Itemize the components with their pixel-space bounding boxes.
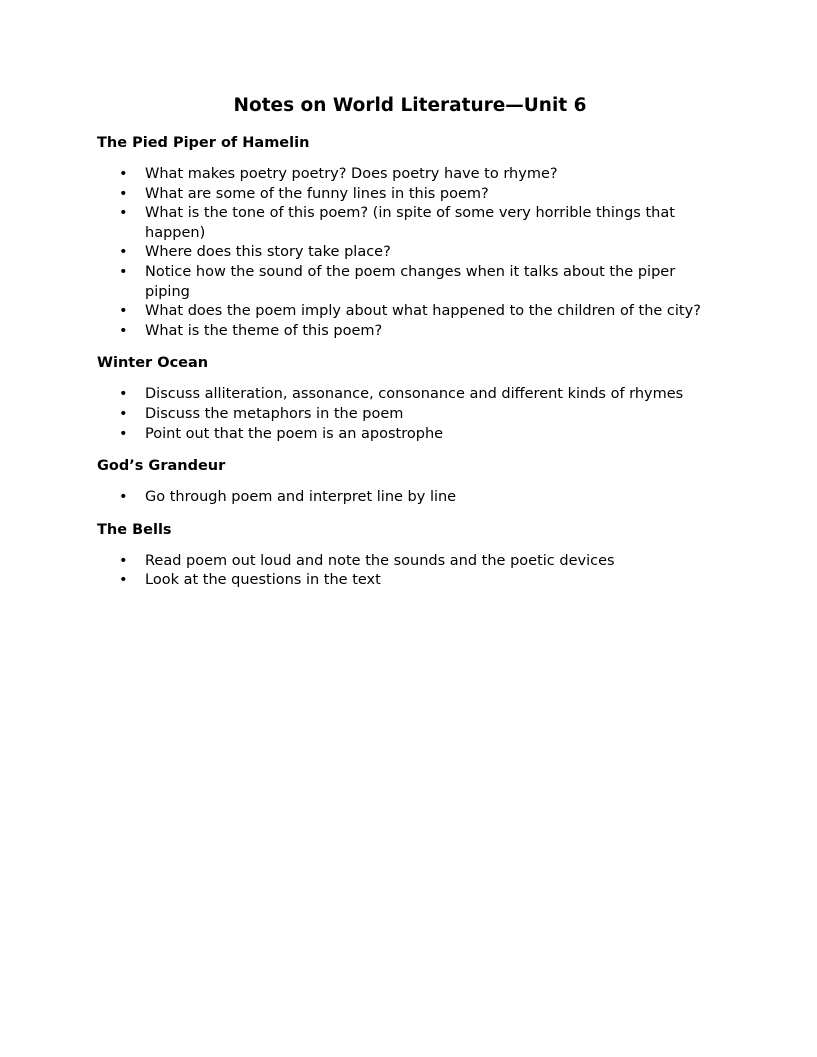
bullet-icon: • bbox=[119, 386, 128, 403]
list-item-text: What is the tone of this poem? (in spite of some very horrible things that happen) bbox=[145, 205, 675, 241]
bullet-icon: • bbox=[119, 572, 128, 589]
section-heading-pied-piper: The Pied Piper of Hamelin bbox=[97, 135, 310, 151]
bullet-list-the-bells bbox=[97, 552, 721, 591]
list-item bbox=[97, 204, 721, 243]
list-item bbox=[97, 165, 721, 185]
list-item-text: What is the theme of this poem? bbox=[145, 322, 383, 339]
list-item-text: What are some of the funny lines in this poem? bbox=[145, 185, 489, 202]
list-item bbox=[97, 425, 721, 445]
list-item-text: Look at the questions in the text bbox=[145, 572, 381, 589]
section-heading-the-bells: The Bells bbox=[97, 521, 172, 538]
list-item bbox=[97, 385, 721, 405]
section-heading-winter-ocean: Winter Ocean bbox=[97, 355, 209, 372]
bullet-list-gods-grandeur bbox=[97, 488, 721, 508]
section-heading-gods-grandeur: God’s Grandeur bbox=[97, 458, 226, 475]
bullet-icon: • bbox=[119, 425, 128, 442]
bullet-list-pied-piper bbox=[97, 165, 721, 341]
list-item-text: Read poem out loud and note the sounds and the poetic devices bbox=[145, 552, 615, 569]
bullet-icon: • bbox=[119, 244, 128, 261]
document-title: Notes on World Literature—Unit 6 bbox=[233, 95, 587, 116]
document-page bbox=[97, 94, 721, 603]
bullet-icon: • bbox=[119, 322, 128, 339]
bullet-icon: • bbox=[119, 405, 128, 422]
list-item bbox=[97, 322, 721, 342]
list-item-text: Notice how the sound of the poem changes when it talks about the piper piping bbox=[145, 263, 676, 300]
bullet-icon: • bbox=[119, 185, 128, 202]
list-item bbox=[97, 571, 721, 591]
list-item bbox=[97, 263, 721, 302]
list-item bbox=[97, 552, 721, 572]
list-item-text: Discuss the metaphors in the poem bbox=[145, 405, 404, 422]
bullet-list-winter-ocean bbox=[97, 385, 721, 444]
list-item bbox=[97, 243, 721, 263]
list-item-text: Point out that the poem is an apostrophe bbox=[145, 425, 444, 442]
bullet-icon: • bbox=[119, 489, 128, 506]
list-item bbox=[97, 302, 721, 322]
list-item-text: What makes poetry poetry? Does poetry have to rhyme? bbox=[145, 166, 558, 182]
list-item-text: Go through poem and interpret line by line bbox=[145, 489, 457, 506]
bullet-icon: • bbox=[119, 303, 128, 320]
list-item bbox=[97, 185, 721, 205]
bullet-icon: • bbox=[119, 205, 128, 222]
list-item bbox=[97, 405, 721, 425]
bullet-icon: • bbox=[119, 552, 128, 569]
list-item bbox=[97, 488, 721, 508]
list-item-text: Where does this story take place? bbox=[145, 244, 391, 261]
list-item-text: What does the poem imply about what happened to the children of the city? bbox=[145, 303, 701, 320]
bullet-icon: • bbox=[119, 166, 128, 182]
list-item-text: Discuss alliteration, assonance, consonance and different kinds of rhymes bbox=[145, 386, 684, 403]
bullet-icon: • bbox=[119, 263, 128, 280]
